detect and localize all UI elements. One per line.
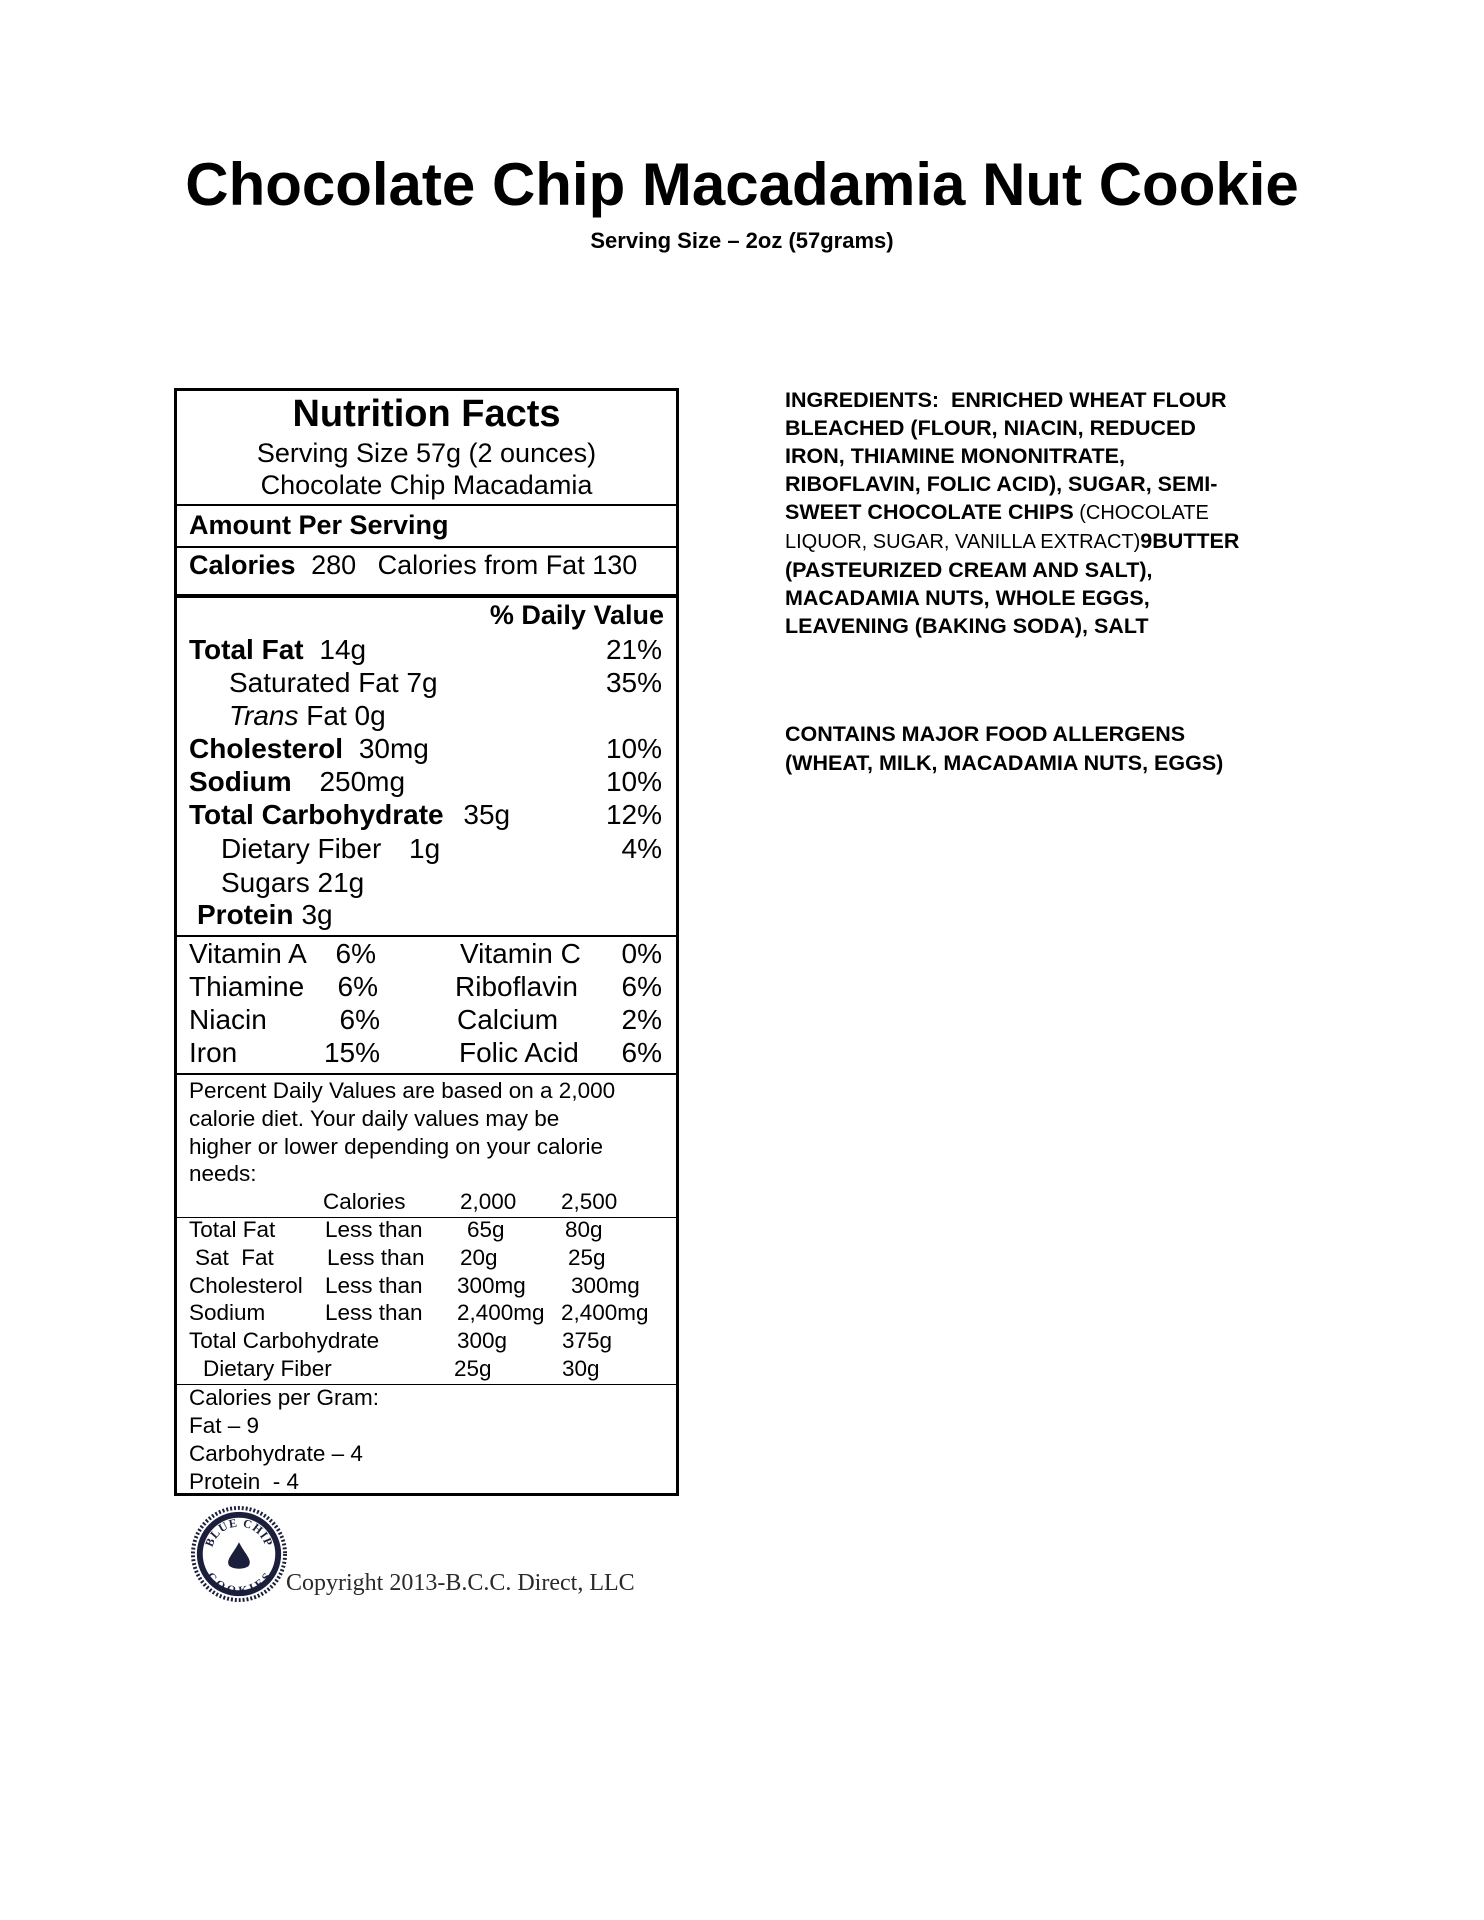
vitamin-name: Iron bbox=[189, 1037, 238, 1068]
dv-table-qualifier: Less than bbox=[325, 1300, 423, 1325]
dv-table-qualifier: Less than bbox=[327, 1245, 425, 1270]
calories-per-gram: Protein - 4 bbox=[189, 1469, 300, 1494]
ingredients-line: LEAVENING (BAKING SODA), SALT bbox=[785, 614, 1149, 638]
nutrient-row-dietary-fiber bbox=[221, 833, 440, 865]
nutrition-facts-panel bbox=[174, 388, 679, 1496]
dv-table-value: 2,400mg bbox=[457, 1300, 545, 1325]
nutrient-row-total-fat bbox=[189, 634, 366, 666]
footnote-line: needs: bbox=[189, 1161, 257, 1186]
nutrient-label: Total Carbohydrate bbox=[189, 799, 444, 830]
vitamin-name: Vitamin A bbox=[189, 938, 307, 969]
ingredients-line bbox=[785, 498, 1305, 527]
allergens-line: (WHEAT, MILK, MACADAMIA NUTS, EGGS) bbox=[785, 751, 1224, 775]
dv-table-value: 80g bbox=[565, 1217, 603, 1242]
ingredients-text-bold: 9BUTTER bbox=[1140, 529, 1240, 553]
dv-table-value: 300mg bbox=[457, 1273, 526, 1298]
allergens-block bbox=[785, 720, 1223, 778]
nutrient-row-trans-fat bbox=[229, 700, 386, 732]
thick-divider bbox=[177, 594, 676, 598]
ingredients-block bbox=[785, 386, 1305, 640]
nutrient-row-sodium bbox=[189, 766, 405, 798]
ingredients-text: LIQUOR, SUGAR, VANILLA EXTRACT) bbox=[785, 531, 1141, 553]
serving-size-header: Serving Size – 2oz (57grams) bbox=[590, 228, 894, 253]
dv-table-qualifier: Less than bbox=[325, 1273, 423, 1298]
calories-per-gram: Carbohydrate – 4 bbox=[189, 1441, 363, 1466]
dv-table-value: 2,400mg bbox=[561, 1300, 649, 1325]
nutrient-label-italic: Trans bbox=[229, 700, 299, 731]
nutrient-label: Cholesterol bbox=[189, 733, 344, 764]
panel-serving-size: Serving Size 57g (2 ounces) bbox=[256, 438, 597, 468]
nutrient-label: Protein bbox=[197, 899, 294, 930]
ingredients-text-bold: SWEET CHOCOLATE CHIPS bbox=[785, 500, 1074, 524]
vitamin-name: Calcium bbox=[457, 1004, 559, 1035]
ingredients-line: INGREDIENTS: ENRICHED WHEAT FLOUR bbox=[785, 388, 1227, 412]
nutrition-facts-heading: Nutrition Facts bbox=[292, 393, 561, 435]
calories-per-gram: Fat – 9 bbox=[189, 1413, 260, 1438]
dv-table-name: Cholesterol bbox=[189, 1273, 303, 1298]
page-title: Chocolate Chip Macadamia Nut Cookie bbox=[185, 151, 1299, 218]
vitamin-name: Riboflavin bbox=[455, 971, 578, 1002]
dv-table-value: 25g bbox=[568, 1245, 606, 1270]
logo-text-top: BLUE CHIP bbox=[202, 1516, 276, 1549]
dv-table-value: 65g bbox=[467, 1217, 505, 1242]
calories-row bbox=[189, 550, 637, 581]
ingredients-line: BLEACHED (FLOUR, NIACIN, REDUCED bbox=[785, 416, 1196, 440]
dv-table-header-2500: 2,500 bbox=[561, 1189, 618, 1214]
ingredients-line: IRON, THIAMINE MONONITRATE, bbox=[785, 444, 1126, 468]
dv-table-value: 300mg bbox=[571, 1273, 640, 1298]
divider bbox=[177, 1073, 676, 1075]
dv-table-name: Total Fat bbox=[189, 1217, 276, 1242]
dv-table-value: 300g bbox=[457, 1328, 508, 1353]
divider bbox=[177, 935, 676, 937]
vitamin-value: 6% bbox=[335, 938, 376, 969]
nutrient-amount: 30mg bbox=[358, 733, 429, 764]
nutrient-label: Dietary Fiber bbox=[221, 833, 382, 864]
divider bbox=[177, 546, 676, 548]
vitamin-value: 6% bbox=[621, 1037, 662, 1068]
footnote-line: Percent Daily Values are based on a 2,000 bbox=[189, 1078, 616, 1103]
dv-table-name: Total Carbohydrate bbox=[189, 1328, 380, 1353]
dv-table-value: 25g bbox=[454, 1356, 492, 1381]
dv-table-value: 375g bbox=[562, 1328, 613, 1353]
nutrient-label: Sugars 21g bbox=[221, 867, 365, 898]
daily-value-header: % Daily Value bbox=[489, 600, 664, 630]
nutrient-dv: 12% bbox=[605, 799, 662, 830]
nutrient-label: Sodium bbox=[189, 766, 292, 797]
nutrient-dv: 35% bbox=[605, 667, 662, 698]
nutrient-label: Fat 0g bbox=[298, 700, 386, 731]
ingredients-line: MACADAMIA NUTS, WHOLE EGGS, bbox=[785, 586, 1150, 610]
nutrient-row-protein bbox=[197, 899, 333, 931]
amount-per-serving: Amount Per Serving bbox=[189, 510, 449, 540]
dv-table-header-2000: 2,000 bbox=[460, 1189, 517, 1214]
vitamin-value: 15% bbox=[323, 1037, 380, 1068]
ingredients-line bbox=[785, 527, 1305, 556]
dv-table-name: Dietary Fiber bbox=[203, 1356, 332, 1381]
nutrient-label: Saturated Fat 7g bbox=[229, 667, 438, 698]
allergens-line: CONTAINS MAJOR FOOD ALLERGENS bbox=[785, 722, 1186, 746]
ingredients-text: (CHOCOLATE bbox=[1073, 502, 1209, 524]
nutrient-dv: 4% bbox=[621, 833, 662, 864]
calories-from-fat: Calories from Fat 130 bbox=[377, 550, 638, 580]
nutrient-amount: 1g bbox=[409, 833, 441, 864]
vitamin-name: Niacin bbox=[189, 1004, 267, 1035]
calories-per-gram: Calories per Gram: bbox=[189, 1385, 380, 1410]
vitamin-value: 6% bbox=[621, 971, 662, 1002]
divider bbox=[177, 504, 676, 506]
footnote-line: calorie diet. Your daily values may be bbox=[189, 1106, 560, 1131]
nutrient-dv: 10% bbox=[605, 733, 662, 764]
dv-table-value: 30g bbox=[562, 1356, 600, 1381]
dv-table-value: 20g bbox=[460, 1245, 498, 1270]
vitamin-value: 6% bbox=[339, 1004, 380, 1035]
ingredients-line: RIBOFLAVIN, FOLIC ACID), SUGAR, SEMI- bbox=[785, 472, 1218, 496]
vitamin-name: Thiamine bbox=[189, 971, 305, 1002]
panel-product-name: Chocolate Chip Macadamia bbox=[260, 470, 593, 500]
nutrient-dv: 10% bbox=[605, 766, 662, 797]
nutrient-amount: 14g bbox=[319, 634, 367, 665]
footnote-line: higher or lower depending on your calorie bbox=[189, 1134, 604, 1159]
dv-table-qualifier: Less than bbox=[325, 1217, 423, 1242]
blue-chip-cookies-logo bbox=[190, 1505, 288, 1603]
nutrient-row-total-carbohydrate bbox=[189, 799, 510, 831]
nutrient-dv: 21% bbox=[605, 634, 662, 665]
nutrient-amount: 35g bbox=[463, 799, 511, 830]
vitamin-value: 2% bbox=[621, 1004, 662, 1035]
vitamin-name: Vitamin C bbox=[460, 938, 581, 969]
dv-table-header-calories: Calories bbox=[323, 1189, 406, 1214]
calories-label: Calories bbox=[189, 550, 296, 580]
vitamin-name: Folic Acid bbox=[459, 1037, 579, 1068]
dv-table-name: Sat Fat bbox=[195, 1245, 274, 1270]
vitamin-value: 0% bbox=[621, 938, 662, 969]
nutrient-label: Total Fat bbox=[189, 634, 304, 665]
nutrient-amount: 3g bbox=[301, 899, 333, 930]
logo-text-bottom: COOKIES bbox=[203, 1569, 275, 1598]
dv-table-name: Sodium bbox=[189, 1300, 266, 1325]
nutrient-row-cholesterol bbox=[189, 733, 429, 765]
vitamin-value: 6% bbox=[337, 971, 378, 1002]
calories-value: 280 bbox=[311, 550, 357, 580]
nutrient-amount: 250mg bbox=[319, 766, 406, 797]
ingredients-line: (PASTEURIZED CREAM AND SALT), bbox=[785, 558, 1153, 582]
copyright-text: Copyright 2013-B.C.C. Direct, LLC bbox=[286, 1570, 635, 1596]
